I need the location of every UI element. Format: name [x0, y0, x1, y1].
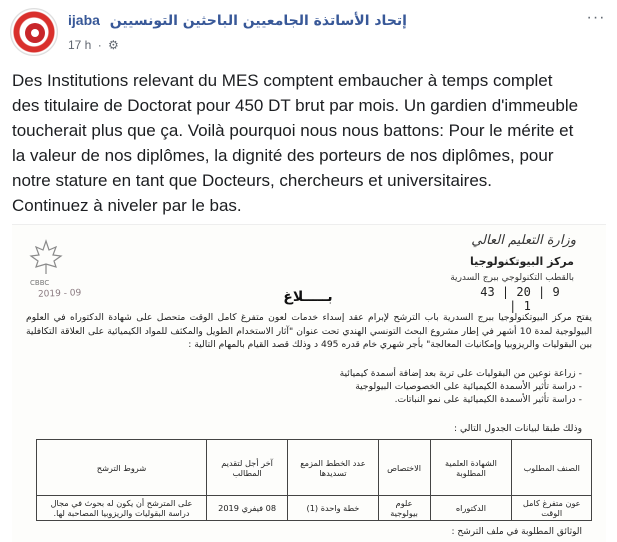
post-text — [12, 68, 608, 218]
reference-number: 43 | 20 | 9 | 1 — [480, 285, 560, 313]
center-title: مركز البيوتكنولوجيا — [470, 255, 574, 268]
table-cell: علوم بيولوجية — [378, 496, 430, 521]
task-item: - دراسة تأثير الأسمدة الكيميائية على الخصوصيات البيولوجية — [42, 380, 582, 393]
table-cell: 08 فيفري 2019 — [207, 496, 288, 521]
post-text-line: Des Institutions relevant du MES comptent embaucher à temps complet — [12, 71, 553, 90]
ministry-heading: وزارة التعليم العالي — [471, 233, 576, 248]
table-cell: على المترشح أن يكون له بحوث في مجال دراسة البقوليات والريزوبيا المصاحبة لها. — [37, 496, 207, 521]
table-header-cell: عدد الخطط المزمع تسديدها — [288, 440, 378, 496]
document-footer: الوثائق المطلوبة في ملف الترشح : — [451, 527, 582, 537]
table-row — [37, 496, 592, 521]
avatar-logo-icon — [25, 23, 45, 43]
page-avatar[interactable] — [10, 8, 58, 56]
post-text-line: des titulaire de Doctorat pour 450 DT brut par mois. Un gardien d'immeuble — [12, 96, 579, 115]
table-cell: الدكتوراه — [430, 496, 512, 521]
page-name-link[interactable] — [68, 12, 407, 29]
logo-caption: CBBC — [30, 279, 50, 287]
table-header-row — [37, 440, 592, 496]
post-text-line: notre stature en tant que Docteurs, chercheurs et universitaires. — [12, 171, 493, 190]
table-cell: خطة واحدة (1) — [288, 496, 378, 521]
table-cell: عون متفرغ كامل الوقت — [512, 496, 592, 521]
post-text-line: Continuez à niveler par le bas. — [12, 196, 242, 215]
table-header-cell: الاختصاص — [378, 440, 430, 496]
table-header-cell: الصنف المطلوب — [512, 440, 592, 496]
notice-title: بـــــلاغ — [283, 289, 333, 305]
task-list — [42, 367, 582, 406]
stamp-date: 2019 - 09 — [37, 288, 82, 300]
table-header-cell: شروط الترشح — [37, 440, 207, 496]
task-item: - دراسة تأثير الأسمدة الكيميائية على نمو النباتات. — [42, 393, 582, 406]
table-header-cell: آخر أجل لتقديم المطالب — [207, 440, 288, 496]
maple-leaf-logo-icon — [28, 239, 64, 277]
meta-separator: · — [97, 38, 102, 52]
table-header-cell: الشهادة العلمية المطلوبة — [430, 440, 512, 496]
attached-document-image[interactable] — [12, 224, 606, 542]
document-closing: وذلك طبقا لبيانات الجدول التالي : — [453, 423, 582, 434]
center-subtitle: بالقطب التكنولوجي ببرج السدرية — [450, 273, 574, 283]
document-paragraph: يفتح مركز البيوتكنولوجيا ببرج السدرية باب الترشح لإبرام عقد إسداء خدمات لعون متفرغ كامل الوقت متحصل على شهادة الدكتوراه في العلوم البيولوجية لمدة 10 أشهر في إطار مشروع البحث التونسي الهندي تحت عنوان "آثار الاستخدام الطويل والمكثف للمواد الكيميائية على العلاقة التكافلية بين البقوليات والريزوبيا وإمكانيات المعالجة" بأجر شهري خام قدره 495 د وذلك قصد القيام بالمهام التالية : — [26, 312, 592, 350]
page-name-arabic[interactable]: إتحاد الأساتذة الجامعيين الباحثين التونسيين — [109, 13, 407, 29]
ellipsis-icon[interactable]: ··· — [586, 9, 606, 26]
page-name-latin[interactable]: ijaba — [68, 12, 100, 28]
requirements-table — [36, 439, 592, 521]
post-text-line: toucherait plus que ça. Voilà pourquoi nous nous battons: Pour le mérite et — [12, 121, 574, 140]
post-meta — [68, 38, 119, 52]
post-header — [10, 8, 610, 60]
post-text-line: la valeur de nos diplômes, la dignité des porteurs de nos diplômes, pour — [12, 146, 554, 165]
gear-icon[interactable]: ⚙ — [108, 38, 119, 52]
task-item: - زراعة نوعين من البقوليات على تربة بعد إضافة أسمدة كيميائية — [42, 367, 582, 380]
post-timestamp[interactable]: 17 h — [68, 38, 92, 52]
